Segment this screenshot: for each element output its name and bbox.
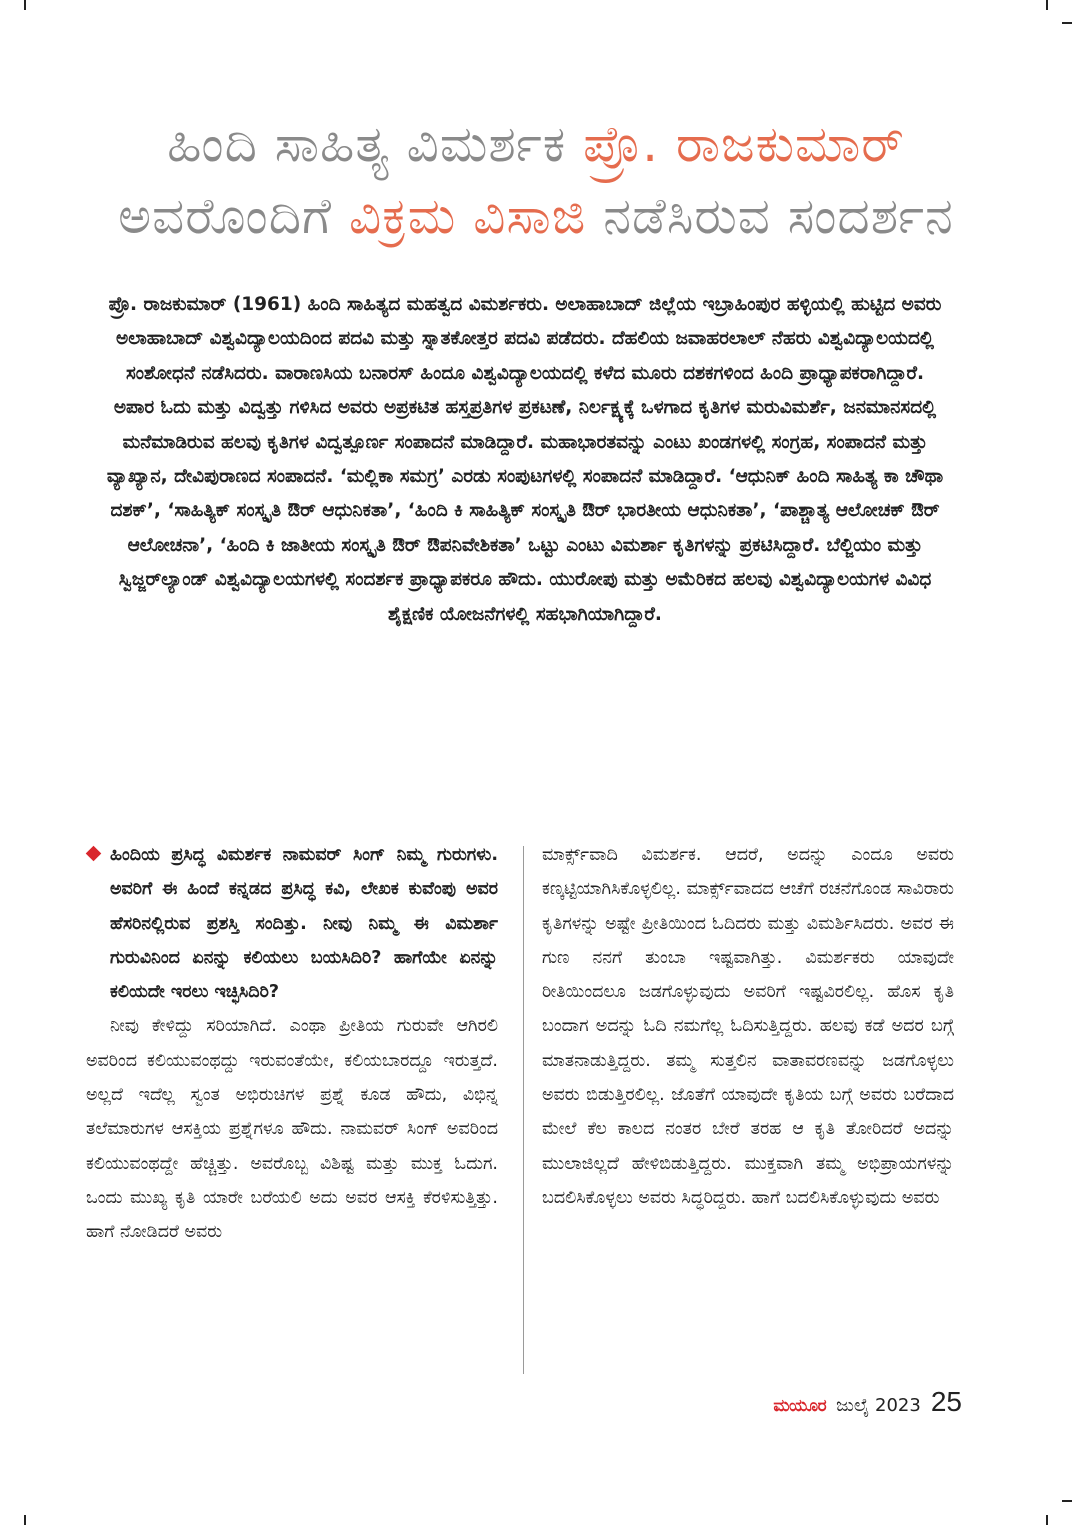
issue-date: ಜುಲೈ 2023 <box>836 1395 921 1416</box>
interviewer-name: ವಿಕ್ರಮ ವಿಸಾಜಿ <box>348 187 587 245</box>
left-column <box>86 838 498 1250</box>
title-line-1-text: ಹಿಂದಿ ಸಾಹಿತ್ಯ ವಿಮರ್ಶಕ <box>167 115 584 173</box>
column-divider <box>523 846 524 1374</box>
question-bullet-icon <box>86 846 102 862</box>
intro-paragraph <box>104 288 946 632</box>
title-line-1 <box>60 108 1012 180</box>
page-number: 25 <box>930 1386 962 1417</box>
article-title <box>60 108 1012 252</box>
crop-mark-right-upper <box>1062 22 1072 24</box>
title-line-2-end: ನಡೆಸಿರುವ ಸಂದರ್ಶನ <box>586 187 954 245</box>
title-line-2 <box>60 180 1012 252</box>
intro-text: ಪ್ರೊ. ರಾಜಕುಮಾರ್ (1961) ಹಿಂದಿ ಸಾಹಿತ್ಯದ ಮಹತ್ವದ ವಿಮರ್ಶಕರು. ಅಲಾಹಾಬಾದ್ ಜಿಲ್ಲೆಯ ಇಬ್ರಾಹಿಂಪುರ ಹಳ್ಳಿಯಲ್ಲಿ ಹುಟ್ಟಿದ ಅವರು ಅಲಾಹಾಬಾದ್ ವಿಶ್ವವಿದ್ಯಾಲಯದಿಂದ ಪದವಿ ಮತ್ತು ಸ್ನಾತಕೋತ್ತರ ಪದವಿ ಪಡೆದರು. ದೆಹಲಿಯ ಜವಾಹರಲಾಲ್ ನೆಹರು ವಿಶ್ವವಿದ್ಯಾಲಯದಲ್ಲಿ ಸಂಶೋಧನೆ ನಡೆಸಿದರು. ವಾರಾಣಸಿಯ ಬನಾರಸ್ ಹಿಂದೂ ವಿಶ್ವವಿದ್ಯಾಲಯದಲ್ಲಿ ಕಳೆದ ಮೂರು ದಶಕಗಳಿಂದ ಹಿಂದಿ ಪ್ರಾಧ್ಯಾಪಕರಾಗಿದ್ದಾರೆ. ಅಪಾರ ಓದು ಮತ್ತು ವಿದ್ವತ್ತು ಗಳಿಸಿದ ಅವರು ಅಪ್ರಕಟಿತ ಹಸ್ತಪ್ರತಿಗಳ ಪ್ರಕಟಣೆ, ನಿರ್ಲಕ್ಷ್ಯಕ್ಕೆ ಒಳಗಾದ ಕೃತಿಗಳ ಮರುವಿಮರ್ಶೆ, ಜನಮಾನಸದಲ್ಲಿ ಮನೆಮಾಡಿರುವ ಹಲವು ಕೃತಿಗಳ ವಿದ್ವತ್ಪೂರ್ಣ ಸಂಪಾದನೆ ಮಾಡಿದ್ದಾರೆ. ಮಹಾಭಾರತವನ್ನು ಎಂಟು ಖಂಡಗಳಲ್ಲಿ ಸಂಗ್ರಹ, ಸಂಪಾದನೆ ಮತ್ತು ವ್ಯಾಖ್ಯಾನ, ದೇವಿಪುರಾಣದ ಸಂಪಾದನೆ. ‘ಮಲ್ಲಿಕಾ ಸಮಗ್ರ’ ಎರಡು ಸಂಪುಟಗಳಲ್ಲಿ ಸಂಪಾದನೆ ಮಾಡಿದ್ದಾರೆ. ‘ಆಧುನಿಕ್ ಹಿಂದಿ ಸಾಹಿತ್ಯ ಕಾ ಚೌಥಾ ದಶಕ್’, ‘ಸಾಹಿತ್ಯಿಕ್ ಸಂಸ್ಕೃತಿ ಔರ್ ಆಧುನಿಕತಾ’, ‘ಹಿಂದಿ ಕಿ ಸಾಹಿತ್ಯಿಕ್ ಸಂಸ್ಕೃತಿ ಔರ್ ಭಾರತೀಯ ಆಧುನಿಕತಾ’, ‘ಪಾಶ್ಚಾತ್ಯ ಆಲೋಚಕ್ ಔರ್ ಆಲೋಚನಾ’, ‘ಹಿಂದಿ ಕಿ ಜಾತೀಯ ಸಂಸ್ಕೃತಿ ಔರ್ ಔಪನಿವೇಶಿಕತಾ’ ಒಟ್ಟು ಎಂಟು ವಿಮರ್ಶಾ ಕೃತಿಗಳನ್ನು ಪ್ರಕಟಿಸಿದ್ದಾರೆ. ಬೆಲ್ಜಿಯಂ ಮತ್ತು ಸ್ವಿಜ್ಜರ್‌ಲ್ಯಾಂಡ್ ವಿಶ್ವವಿದ್ಯಾಲಯಗಳಲ್ಲಿ ಸಂದರ್ಶಕ ಪ್ರಾಧ್ಯಾಪಕರೂ ಹೌದು. ಯುರೋಪು ಮತ್ತು ಅಮೆರಿಕದ ಹಲವು ವಿಶ್ವವಿದ್ಯಾಲಯಗಳ ವಿವಿಧ ಶೈಕ್ಷಣಿಕ ಯೋಜನೆಗಳಲ್ಲಿ ಸಹಭಾಗಿಯಾಗಿದ್ದಾರೆ. <box>106 294 944 625</box>
title-line-2-text: ಅವರೊಂದಿಗೆ <box>118 187 349 245</box>
answer-paragraph: ನೀವು ಕೇಳಿದ್ದು ಸರಿಯಾಗಿದೆ. ಎಂಥಾ ಪ್ರೀತಿಯ ಗುರುವೇ ಆಗಿರಲಿ ಅವರಿಂದ ಕಲಿಯುವಂಥದ್ದು ಇರುವಂತೆಯೇ, ಕಲಿಯಬಾರದ್ದೂ ಇರುತ್ತದೆ. ಅಲ್ಲದೆ ಇದೆಲ್ಲ ಸ್ವಂತ ಅಭಿರುಚಿಗಳ ಪ್ರಶ್ನೆ ಕೂಡ ಹೌದು, ವಿಭಿನ್ನ ತಲೆಮಾರುಗಳ ಆಸಕ್ತಿಯ ಪ್ರಶ್ನೆಗಳೂ ಹೌದು. ನಾಮವರ್ ಸಿಂಗ್ ಅವರಿಂದ ಕಲಿಯುವಂಥದ್ದೇ ಹೆಚ್ಚಿತ್ತು. ಅವರೊಬ್ಬ ವಿಶಿಷ್ಟ ಮತ್ತು ಮುಕ್ತ ಓದುಗ. ಒಂದು ಮುಖ್ಯ ಕೃತಿ ಯಾರೇ ಬರೆಯಲಿ ಅದು ಅವರ ಆಸಕ್ತಿ ಕೆರಳಿಸುತ್ತಿತ್ತು. ಹಾಗೆ ನೋಡಿದರೆ ಅವರು <box>86 1016 498 1243</box>
crop-mark-top-left <box>24 0 26 10</box>
crop-mark-right-lower <box>1062 1500 1072 1502</box>
right-column <box>542 838 954 1215</box>
crop-mark-bottom-right <box>1046 1515 1048 1525</box>
interview-question <box>86 838 498 1009</box>
page-footer <box>773 1386 962 1434</box>
crop-mark-top-right <box>1046 0 1048 10</box>
answer-continuation: ಮಾರ್ಕ್ಸ್‌ವಾದಿ ವಿಮರ್ಶಕ. ಆದರೆ, ಅದನ್ನು ಎಂದೂ ಅವರು ಕಣ್ಕಟ್ಟಿಯಾಗಿಸಿಕೊಳ್ಳಲಿಲ್ಲ. ಮಾರ್ಕ್ಸ್‌ವಾದದ ಆಚೆಗೆ ರಚನೆಗೊಂಡ ಸಾವಿರಾರು ಕೃತಿಗಳನ್ನು ಅಷ್ಟೇ ಪ್ರೀತಿಯಿಂದ ಓದಿದರು ಮತ್ತು ವಿಮರ್ಶಿಸಿದರು. ಅವರ ಈ ಗುಣ ನನಗೆ ತುಂಬಾ ಇಷ್ಟವಾಗಿತ್ತು. ವಿಮರ್ಶಕರು ಯಾವುದೇ ರೀತಿಯಿಂದಲೂ ಜಡಗೊಳ್ಳುವುದು ಅವರಿಗೆ ಇಷ್ಟವಿರಲಿಲ್ಲ. ಹೊಸ ಕೃತಿ ಬಂದಾಗ ಅದನ್ನು ಓದಿ ನಮಗೆಲ್ಲ ಓದಿಸುತ್ತಿದ್ದರು. ಹಲವು ಕಡೆ ಅದರ ಬಗ್ಗೆ ಮಾತನಾಡುತ್ತಿದ್ದರು. ತಮ್ಮ ಸುತ್ತಲಿನ ವಾತಾವರಣವನ್ನು ಜಡಗೊಳ್ಳಲು ಅವರು ಬಿಡುತ್ತಿರಲಿಲ್ಲ. ಜೊತೆಗೆ ಯಾವುದೇ ಕೃತಿಯ ಬಗ್ಗೆ ಅವರು ಬರೆದಾದ ಮೇಲೆ ಕೆಲ ಕಾಲದ ನಂತರ ಬೇರೆ ತರಹ ಆ ಕೃತಿ ತೋರಿದರೆ ಅದನ್ನು ಮುಲಾಜಿಲ್ಲದೆ ಹೇಳಿಬಿಡುತ್ತಿದ್ದರು. ಮುಕ್ತವಾಗಿ ತಮ್ಮ ಅಭಿಪ್ರಾಯಗಳನ್ನು ಬದಲಿಸಿಕೊಳ್ಳಲು ಅವರು ಸಿದ್ಧರಿದ್ದರು. ಹಾಗೆ ಬದಲಿಸಿಕೊಳ್ಳುವುದು ಅವರು <box>542 845 954 1208</box>
interviewee-name: ಪ್ರೊ. ರಾಜಕುಮಾರ್ <box>583 115 905 173</box>
crop-mark-bottom-left <box>24 1515 26 1525</box>
magazine-logo: ಮಯೂರ <box>773 1396 827 1416</box>
question-text: ಹಿಂದಿಯ ಪ್ರಸಿದ್ಧ ವಿಮರ್ಶಕ ನಾಮವರ್ ಸಿಂಗ್ ನಿಮ್ಮ ಗುರುಗಳು. ಅವರಿಗೆ ಈ ಹಿಂದೆ ಕನ್ನಡದ ಪ್ರಸಿದ್ಧ ಕವಿ, ಲೇಖಕ ಕುವೆಂಪು ಅವರ ಹೆಸರಿನಲ್ಲಿರುವ ಪ್ರಶಸ್ತಿ ಸಂದಿತ್ತು. ನೀವು ನಿಮ್ಮ ಈ ವಿಮರ್ಶಾ ಗುರುವಿನಿಂದ ಏನನ್ನು ಕಲಿಯಲು ಬಯಸಿದಿರಿ? ಹಾಗೆಯೇ ಏನನ್ನು ಕಲಿಯದೇ ಇರಲು ಇಚ್ಛಿಸಿದಿರಿ? <box>110 845 498 1003</box>
